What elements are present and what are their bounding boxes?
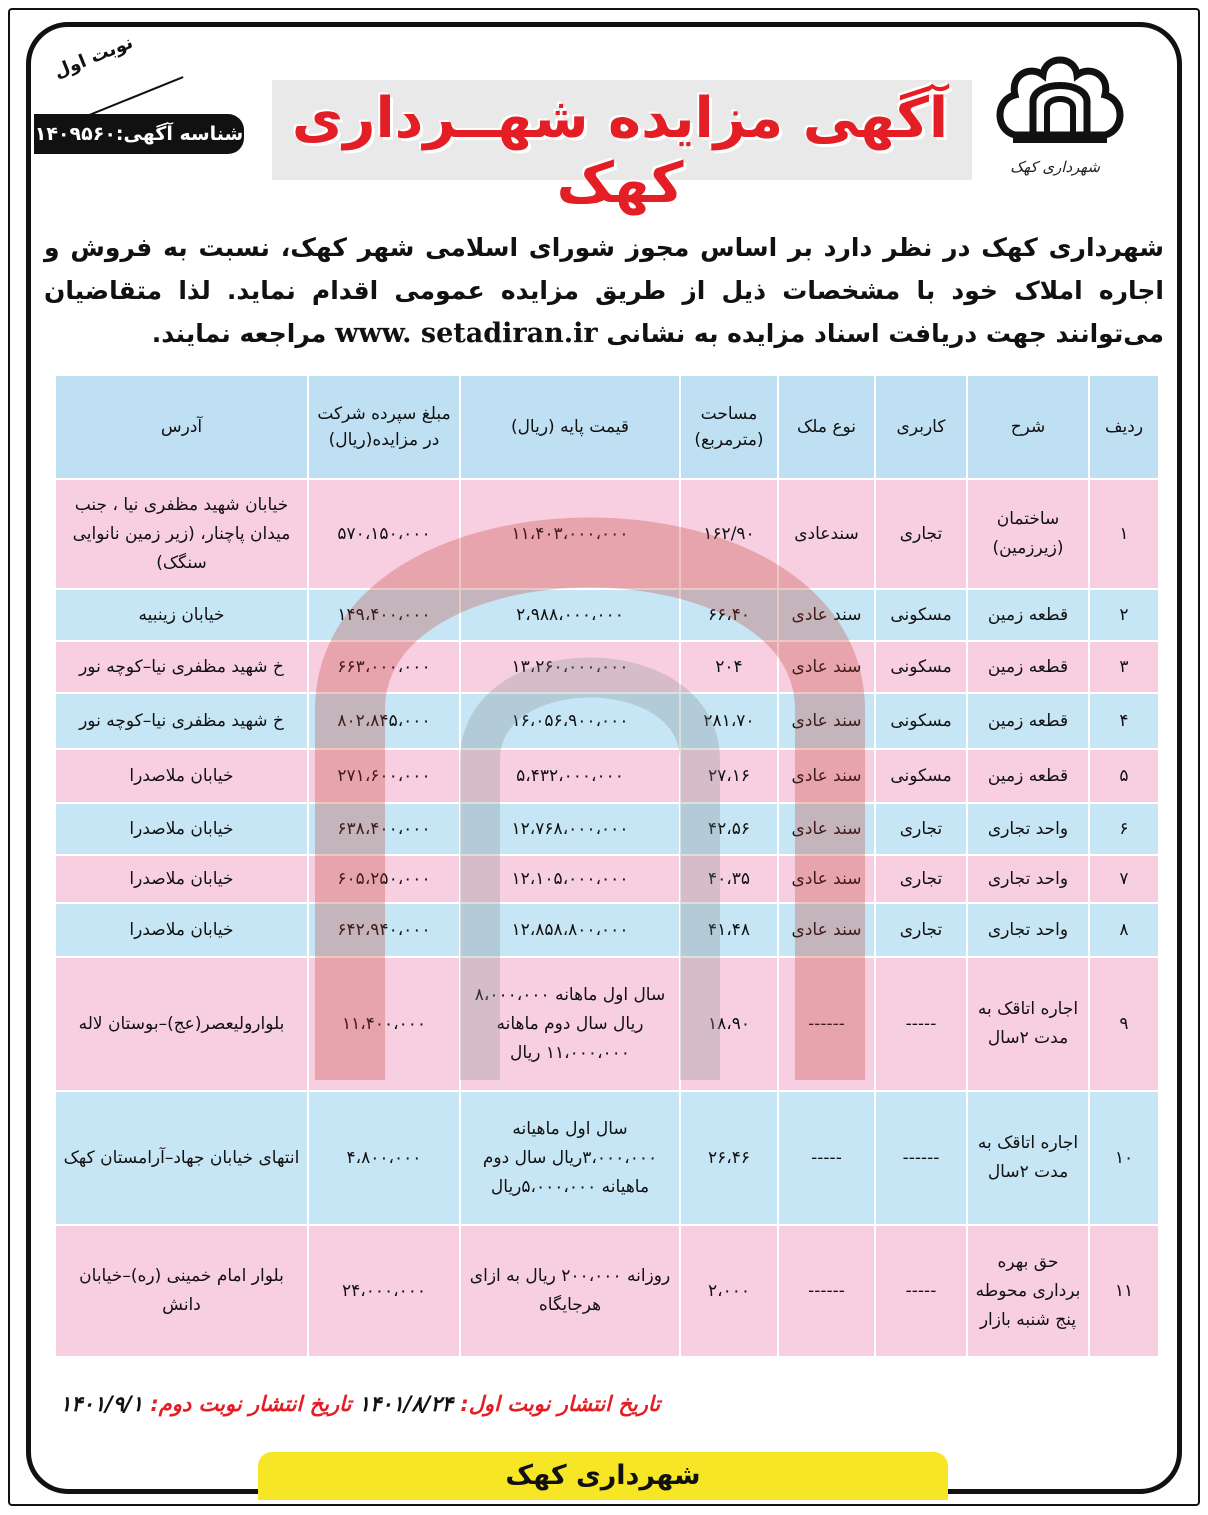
cell-area: ۴۱،۴۸ <box>680 903 778 957</box>
cell-type: سند عادی <box>778 589 875 641</box>
cell-deposit: ۲۷۱،۶۰۰،۰۰۰ <box>308 749 460 803</box>
second-date-label: تاریخ انتشار نوبت دوم: <box>150 1392 352 1416</box>
publication-dates <box>60 1392 968 1416</box>
cell-no: ۶ <box>1089 803 1159 855</box>
cell-desc: ساختمان (زیرزمین) <box>967 479 1089 589</box>
cell-area: ۲۷،۱۶ <box>680 749 778 803</box>
header-cell: کاربری <box>875 375 967 479</box>
round-label: نوبت اول <box>50 31 136 83</box>
table-row <box>55 1225 1159 1357</box>
table-row <box>55 749 1159 803</box>
table-row <box>55 693 1159 749</box>
intro-lead: شهرداری کهک <box>981 233 1164 262</box>
header-cell: مساحت (مترمربع) <box>680 375 778 479</box>
intro-body: در نظر دارد بر اساس مجوز شورای اسلامی شهر کهک، نسبت به فروش و اجاره املاک خود با مشخصات ذیل از طریق مزایده عمومی اقدام نماید. لذا متقاضیان می‌توانند جهت دریافت اسناد مزایده به نشانی <box>44 233 1164 348</box>
cell-type: ------ <box>778 1225 875 1357</box>
cell-no: ۷ <box>1089 855 1159 903</box>
header-cell: قیمت پایه (ریال) <box>460 375 680 479</box>
cell-price: ۱۲،۸۵۸،۸۰۰،۰۰۰ <box>460 903 680 957</box>
cell-desc: واحد تجاری <box>967 855 1089 903</box>
cell-price: ۵،۴۳۲،۰۰۰،۰۰۰ <box>460 749 680 803</box>
cell-address: خیابان زینبیه <box>55 589 308 641</box>
cell-use: مسکونی <box>875 589 967 641</box>
cell-area: ۶۶،۴۰ <box>680 589 778 641</box>
cell-no: ۱۱ <box>1089 1225 1159 1357</box>
cell-desc: قطعه زمین <box>967 589 1089 641</box>
cell-deposit: ۱۴۹،۴۰۰،۰۰۰ <box>308 589 460 641</box>
cell-deposit: ۸۰۲،۸۴۵،۰۰۰ <box>308 693 460 749</box>
cell-area: ۴۰،۳۵ <box>680 855 778 903</box>
cell-type: سند عادی <box>778 903 875 957</box>
cell-use: مسکونی <box>875 693 967 749</box>
cell-deposit: ۲۴،۰۰۰،۰۰۰ <box>308 1225 460 1357</box>
cell-desc: اجاره اتاقک به مدت ۲سال <box>967 1091 1089 1225</box>
header-cell: آدرس <box>55 375 308 479</box>
cell-type: سند عادی <box>778 749 875 803</box>
cell-no: ۴ <box>1089 693 1159 749</box>
auction-table <box>54 374 1160 1358</box>
ad-id-badge: شناسه آگهی:۱۴۰۹۵۶۰ <box>34 114 244 154</box>
footer-banner: شهرداری کهک <box>258 1452 948 1500</box>
cell-address: خ شهید مظفری نیا–کوچه نور <box>55 693 308 749</box>
cell-price: روزانه ۲۰۰،۰۰۰ ریال به ازای هرجایگاه <box>460 1225 680 1357</box>
page-title: آگهی مزایده شهــرداری کهک <box>291 86 949 216</box>
website-link[interactable]: www. setadiran.ir <box>335 318 598 349</box>
cell-use: ----- <box>875 957 967 1091</box>
cell-deposit: ۶۶۳،۰۰۰،۰۰۰ <box>308 641 460 693</box>
header-cell: شرح <box>967 375 1089 479</box>
cell-use: تجاری <box>875 855 967 903</box>
cell-use: ----- <box>875 1225 967 1357</box>
cell-area: ۴۲،۵۶ <box>680 803 778 855</box>
cell-use: ------ <box>875 1091 967 1225</box>
cell-price: سال اول ماهانه ۸،۰۰۰،۰۰۰ ریال سال دوم ماهانه ۱۱،۰۰۰،۰۰۰ ریال <box>460 957 680 1091</box>
cell-type: سند عادی <box>778 855 875 903</box>
table-row <box>55 641 1159 693</box>
cell-use: مسکونی <box>875 749 967 803</box>
cell-address: بلوار امام خمینی (ره)–خیابان دانش <box>55 1225 308 1357</box>
table-header-row <box>55 375 1159 479</box>
table-row <box>55 479 1159 589</box>
cell-no: ۱۰ <box>1089 1091 1159 1225</box>
cell-desc: واحد تجاری <box>967 903 1089 957</box>
table-row <box>55 855 1159 903</box>
cell-type: سند عادی <box>778 641 875 693</box>
cell-deposit: ۶۴۲،۹۴۰،۰۰۰ <box>308 903 460 957</box>
cell-type: سند عادی <box>778 693 875 749</box>
logo-caption: شهرداری کهک <box>1010 158 1100 176</box>
intro-tail: مراجعه نمایند. <box>151 319 336 348</box>
cell-desc: حق بهره برداری محوطه پنج شنبه بازار <box>967 1225 1089 1357</box>
table-row <box>55 957 1159 1091</box>
cell-area: ۱۸،۹۰ <box>680 957 778 1091</box>
cell-price: ۱۱،۴۰۳،۰۰۰،۰۰۰ <box>460 479 680 589</box>
cell-desc: واحد تجاری <box>967 803 1089 855</box>
cell-no: ۹ <box>1089 957 1159 1091</box>
cell-area: ۱۶۲/۹۰ <box>680 479 778 589</box>
cell-no: ۸ <box>1089 903 1159 957</box>
cell-address: خیابان ملاصدرا <box>55 749 308 803</box>
cell-deposit: ۶۳۸،۴۰۰،۰۰۰ <box>308 803 460 855</box>
table-row <box>55 903 1159 957</box>
cell-type: ----- <box>778 1091 875 1225</box>
cell-address: خ شهید مظفری نیا–کوچه نور <box>55 641 308 693</box>
cell-type: سندعادی <box>778 479 875 589</box>
auction-table-wrapper <box>56 374 1160 1358</box>
cell-area: ۲۶،۴۶ <box>680 1091 778 1225</box>
cell-price: سال اول ماهیانه ۳،۰۰۰،۰۰۰ریال سال دوم ماهیانه ۵،۰۰۰،۰۰۰ریال <box>460 1091 680 1225</box>
cell-price: ۱۲،۷۶۸،۰۰۰،۰۰۰ <box>460 803 680 855</box>
cell-type: سند عادی <box>778 803 875 855</box>
cell-deposit: ۴،۸۰۰،۰۰۰ <box>308 1091 460 1225</box>
cell-address: بلواروليعصر(عج)–بوستان لاله <box>55 957 308 1091</box>
cell-price: ۱۶،۰۵۶،۹۰۰،۰۰۰ <box>460 693 680 749</box>
cell-deposit: ۵۷۰،۱۵۰،۰۰۰ <box>308 479 460 589</box>
cell-use: مسکونی <box>875 641 967 693</box>
cell-desc: قطعه زمین <box>967 641 1089 693</box>
cell-price: ۱۳،۲۶۰،۰۰۰،۰۰۰ <box>460 641 680 693</box>
second-date-value: ۱۴۰۱/۹/۱ <box>60 1392 144 1416</box>
cell-address: خیابان ملاصدرا <box>55 803 308 855</box>
table-row <box>55 589 1159 641</box>
header-cell: مبلغ سپرده شرکت در مزایده(ریال) <box>308 375 460 479</box>
cell-no: ۱ <box>1089 479 1159 589</box>
intro-paragraph <box>44 226 1164 355</box>
cell-address: خیابان ملاصدرا <box>55 903 308 957</box>
header-cell: ردیف <box>1089 375 1159 479</box>
table-row <box>55 803 1159 855</box>
header-cell: نوع ملک <box>778 375 875 479</box>
cell-desc: اجاره اتاقک به مدت ۲سال <box>967 957 1089 1091</box>
cell-use: تجاری <box>875 479 967 589</box>
first-date-value: ۱۴۰۱/۸/۲۴ <box>358 1392 453 1416</box>
cell-no: ۲ <box>1089 589 1159 641</box>
cell-area: ۲۸۱،۷۰ <box>680 693 778 749</box>
cell-price: ۲،۹۸۸،۰۰۰،۰۰۰ <box>460 589 680 641</box>
cell-address: انتهای خیابان جهاد–آرامستان کهک <box>55 1091 308 1225</box>
cell-use: تجاری <box>875 803 967 855</box>
cell-desc: قطعه زمین <box>967 693 1089 749</box>
cell-area: ۲،۰۰۰ <box>680 1225 778 1357</box>
cell-address: خیابان شهید مظفری نیا ، جنب میدان پاچنار، (زیر زمین نانوایی سنگک) <box>55 479 308 589</box>
cell-deposit: ۱۱،۴۰۰،۰۰۰ <box>308 957 460 1091</box>
cell-deposit: ۶۰۵،۲۵۰،۰۰۰ <box>308 855 460 903</box>
cell-desc: قطعه زمین <box>967 749 1089 803</box>
first-date-label: تاریخ انتشار نوبت اول: <box>460 1392 661 1416</box>
cell-address: خیابان ملاصدرا <box>55 855 308 903</box>
cell-use: تجاری <box>875 903 967 957</box>
cell-price: ۱۲،۱۰۵،۰۰۰،۰۰۰ <box>460 855 680 903</box>
cell-type: ------ <box>778 957 875 1091</box>
table-row <box>55 1091 1159 1225</box>
cell-area: ۲۰۴ <box>680 641 778 693</box>
cell-no: ۳ <box>1089 641 1159 693</box>
cell-no: ۵ <box>1089 749 1159 803</box>
